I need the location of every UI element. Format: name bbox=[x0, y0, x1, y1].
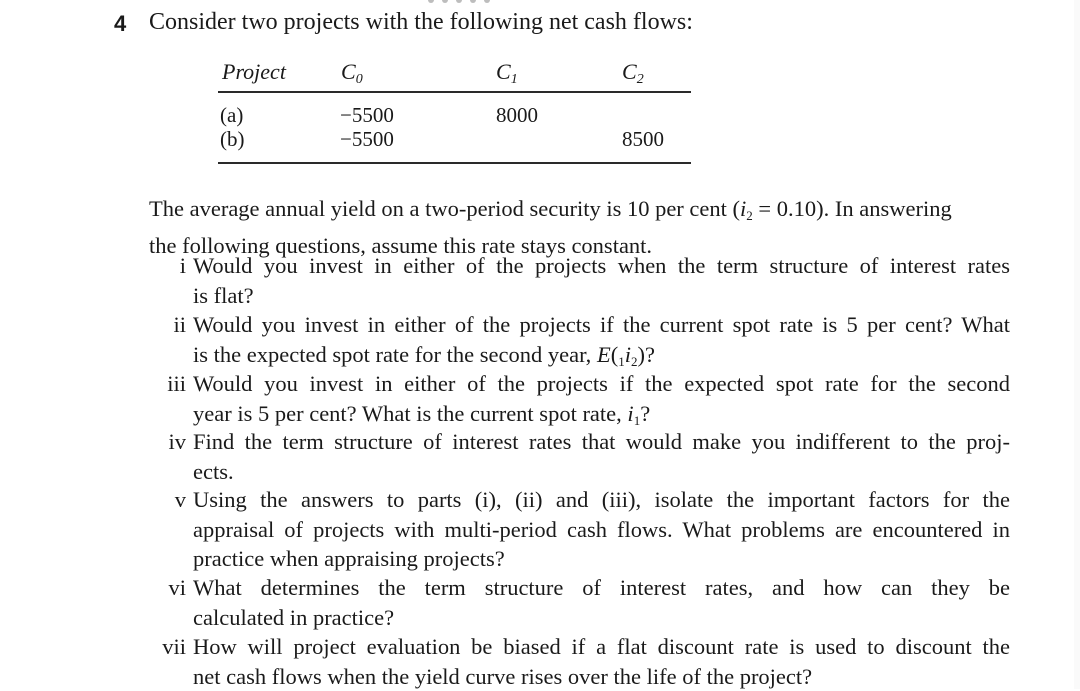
row-a-c0: −5500 bbox=[340, 103, 394, 128]
table-bottom-rule bbox=[218, 162, 691, 164]
cropped-previous-text bbox=[0, 0, 1080, 4]
subquestion-line: practice when appraising projects? bbox=[193, 544, 1010, 574]
subquestion-label: vi bbox=[150, 573, 186, 603]
page-scrollbar[interactable] bbox=[1074, 0, 1080, 689]
subquestion-label: iv bbox=[150, 427, 186, 457]
paragraph-line-2: the following questions, assume this rate stays constant. bbox=[149, 231, 1011, 261]
row-b-c2: 8500 bbox=[622, 127, 664, 152]
subquestion-line: What determines the term structure of interest rates, and how can they be bbox=[193, 573, 1010, 603]
row-b-c0: −5500 bbox=[340, 127, 394, 152]
cash-flow-table bbox=[218, 58, 691, 168]
subquestion-line: Would you invest in either of the projects if the expected spot rate for the second bbox=[193, 369, 1010, 399]
subquestion-line: ects. bbox=[193, 457, 1010, 487]
subquestion-line: is the expected spot rate for the second year, $E(_1i_2)$? bbox=[193, 340, 1010, 377]
row-a-project: (a) bbox=[220, 103, 243, 128]
row-b-project: (b) bbox=[220, 127, 245, 152]
subquestion-line: year is 5 per cent? What is the current spot rate, $i_1$? bbox=[193, 399, 1010, 436]
subquestion-line: How will project evaluation be biased if a flat discount rate is used to discount the bbox=[193, 632, 1010, 662]
header-project: Project bbox=[222, 59, 286, 85]
subquestion-label: v bbox=[150, 485, 186, 515]
subquestion-label: i bbox=[150, 251, 186, 281]
subquestion-line: Using the answers to parts (i), (ii) and (iii), isolate the important factors for the bbox=[193, 485, 1010, 515]
subquestion-line: Would you invest in either of the projects when the term structure of interest rates bbox=[193, 251, 1010, 281]
subquestion-line: Would you invest in either of the projects if the current spot rate is 5 per cent? What bbox=[193, 310, 1010, 340]
subquestion-line: Find the term structure of interest rates that would make you indifferent to the proj- bbox=[193, 427, 1010, 457]
subquestion-line: appraisal of projects with multi-period cash flows. What problems are encountered in bbox=[193, 515, 1010, 545]
subquestion-label: iii bbox=[150, 369, 186, 399]
question-intro: Consider two projects with the following net cash flows: bbox=[149, 9, 693, 36]
subquestion-label: ii bbox=[150, 310, 186, 340]
subquestion-line: is flat? bbox=[193, 281, 1010, 311]
table-header-rule bbox=[218, 91, 691, 93]
header-c2: $C_2$ bbox=[622, 59, 644, 88]
subquestion-line: calculated in practice? bbox=[193, 603, 1010, 633]
row-a-c1: 8000 bbox=[496, 103, 538, 128]
header-c0: $C_0$ bbox=[341, 59, 363, 88]
paragraph-line-1: The average annual yield on a two-period security is 10 per cent $(i_2 = 0.10)$. In answering bbox=[149, 194, 1011, 231]
subquestion-line: net cash flows when the yield curve rises over the life of the project? bbox=[193, 662, 1010, 691]
header-c1: $C_1$ bbox=[496, 59, 518, 88]
question-number: 4 bbox=[114, 11, 126, 37]
subquestion-label: vii bbox=[150, 632, 186, 662]
